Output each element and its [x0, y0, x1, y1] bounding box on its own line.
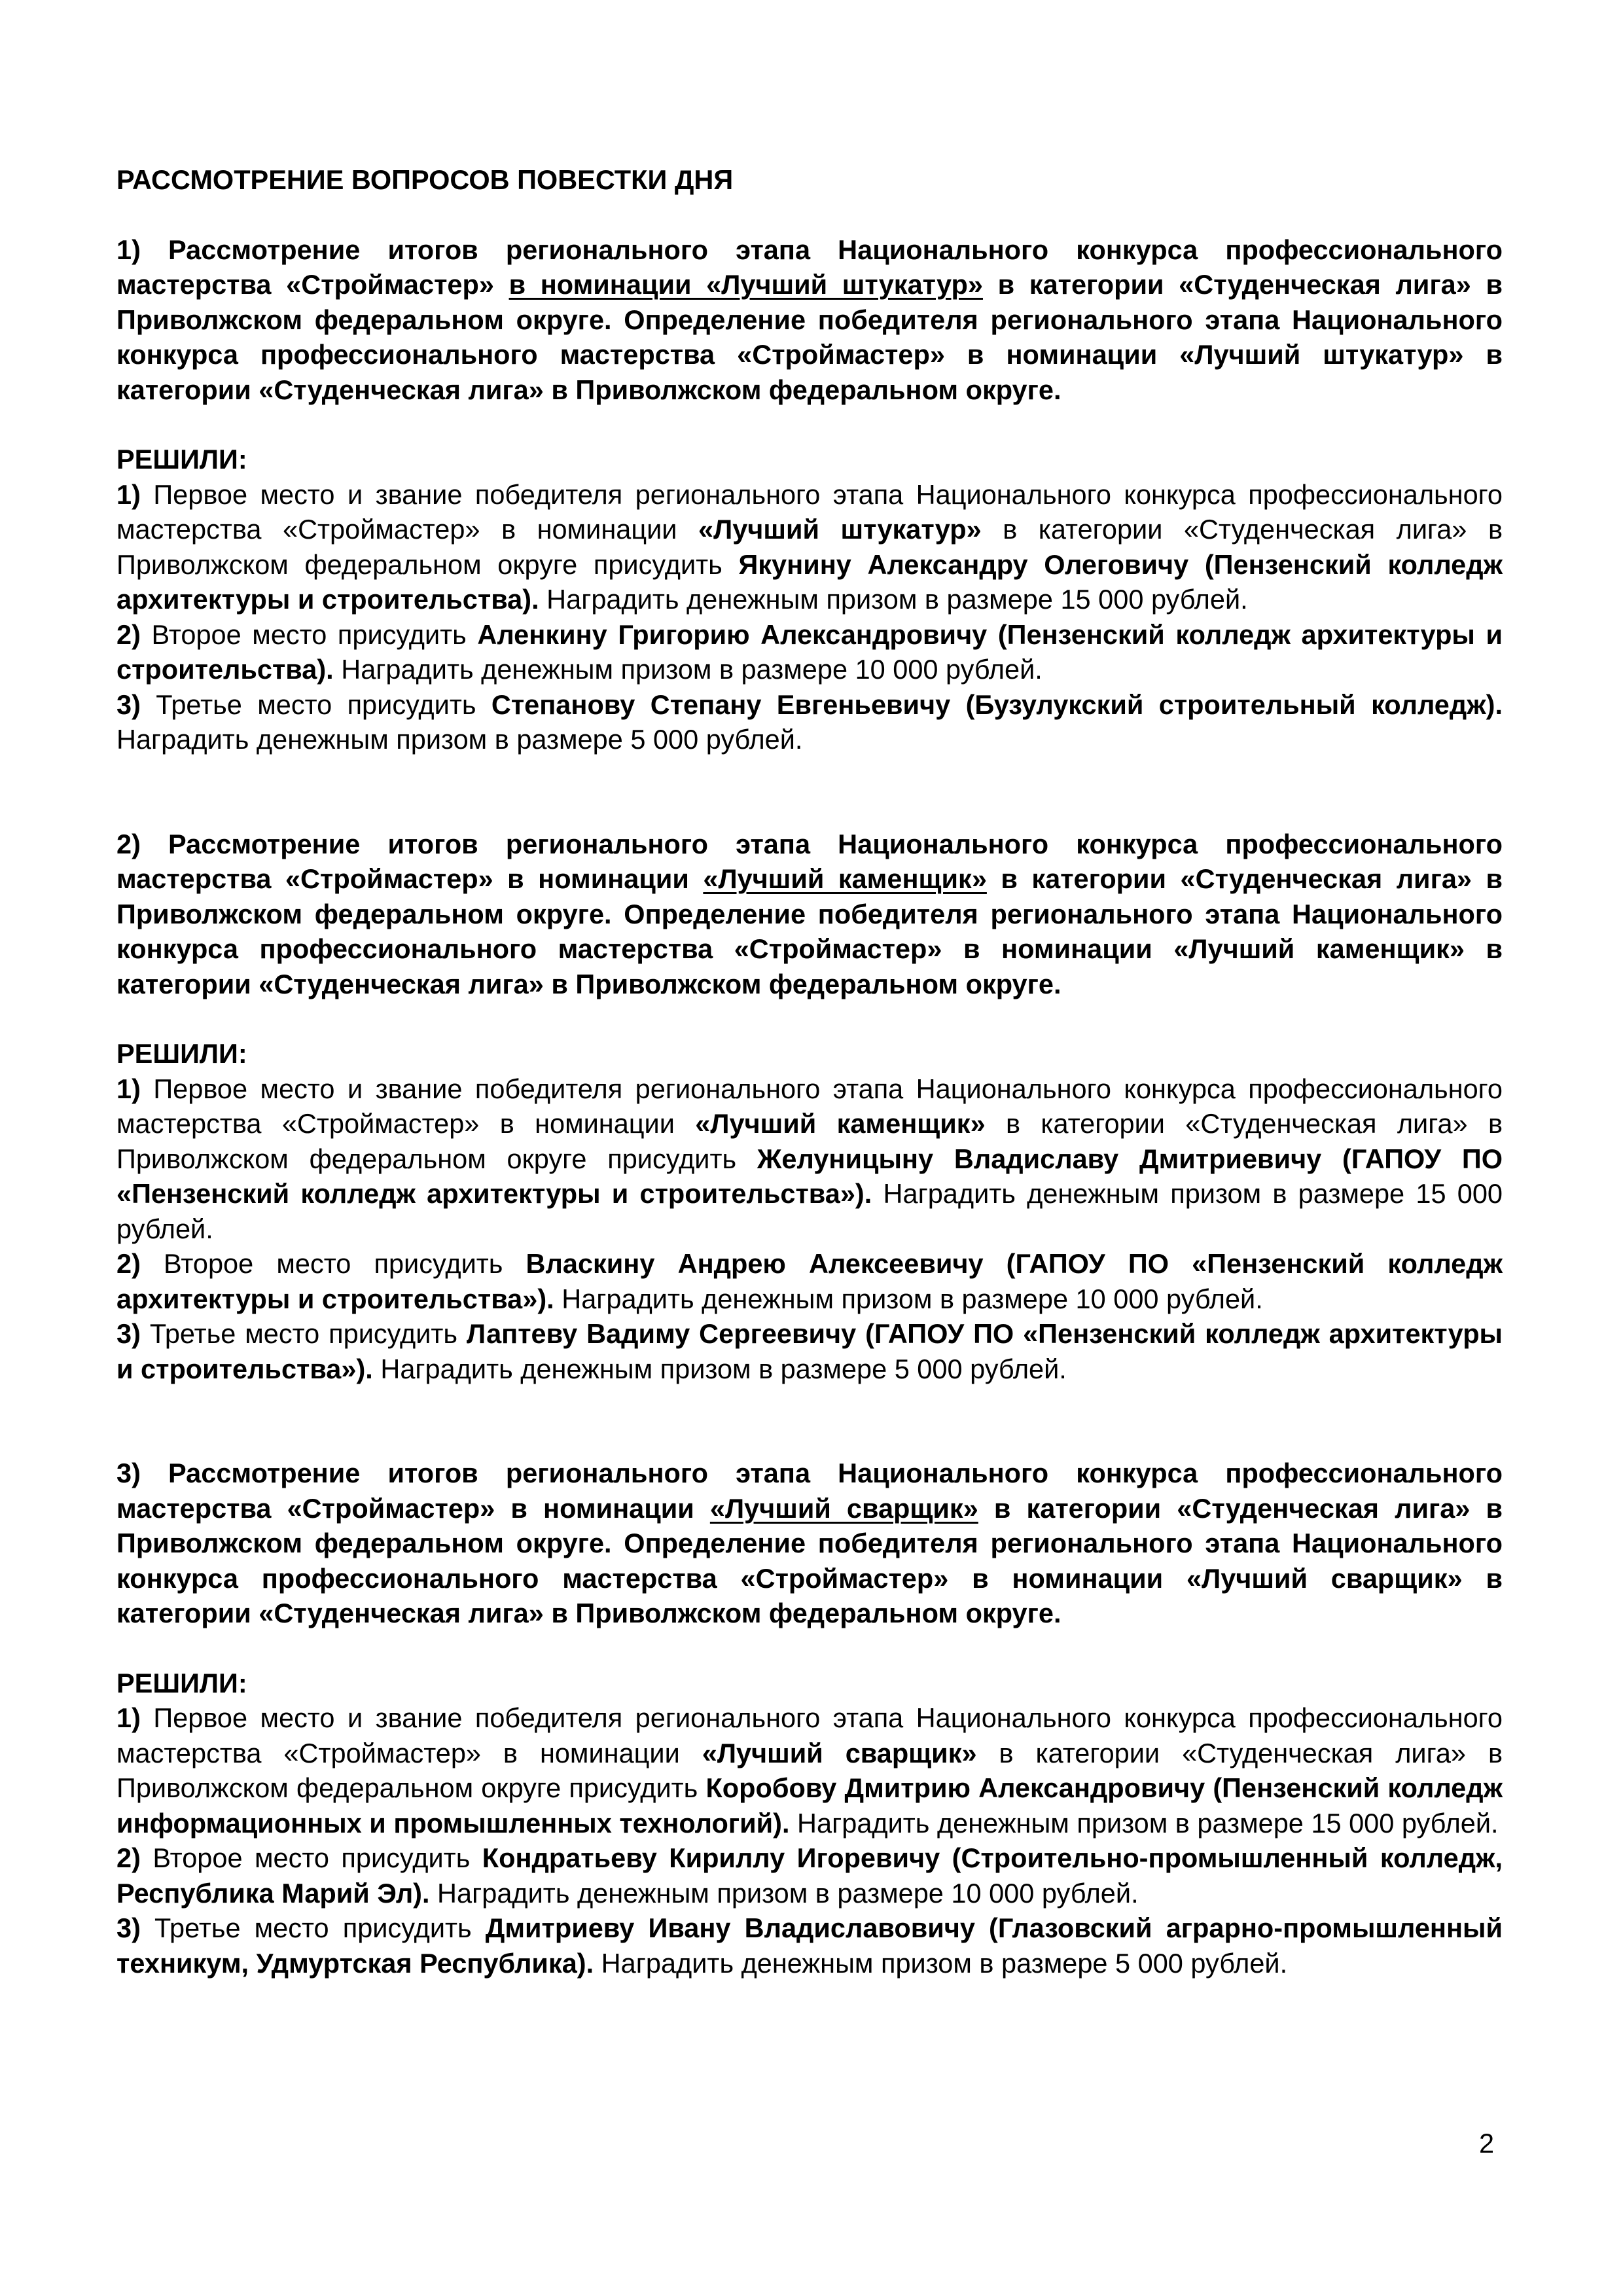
nomination-name: «Лучший штукатур»: [698, 514, 982, 545]
item-text: в категории «Студенческая лига» в Приволжском федеральном округе присудить: [116, 514, 1503, 580]
prize-text: Наградить денежным призом в размере 15 000 рублей.: [789, 1807, 1499, 1839]
prize-text: Наградить денежным призом в размере 5 000 рублей.: [116, 724, 803, 755]
winner-name: Лаптеву Вадиму Сергеевичу (ГАПОУ ПО «Пензенский колледж архитектуры и строительства»).: [116, 1318, 1503, 1384]
section-spacer: [116, 757, 1503, 827]
winner-name: Желуницыну Владиславу Дмитриевичу (ГАПОУ ПО «Пензенский колледж архитектуры и строительства»).: [116, 1143, 1503, 1209]
second-place-item: [116, 1840, 1503, 1910]
agenda-section: [116, 827, 1503, 1387]
item-text: Первое место и звание победителя регионального этапа Национального конкурса профессионального мастерства «Строймастер» в номинации: [116, 1702, 1503, 1768]
prize-text: Наградить денежным призом в размере 15 000 рублей.: [539, 584, 1248, 615]
second-place-item: [116, 1246, 1503, 1316]
item-text: Третье место присудить: [140, 1912, 486, 1943]
section-title: [116, 232, 1503, 408]
third-place-item: [116, 687, 1503, 757]
prize-text: Наградить денежным призом в размере 5 000 рублей.: [594, 1947, 1288, 1979]
winner-name: Аленкину Григорию Александровичу (Пензенский колледж архитектуры и строительства).: [116, 619, 1503, 685]
item-text: Первое место и звание победителя регионального этапа Национального конкурса профессионального мастерства «Строймастер» в номинации: [116, 1073, 1503, 1139]
item-number: 3): [116, 1318, 141, 1349]
item-text: в категории «Студенческая лига» в Приволжском федеральном округе присудить: [116, 1737, 1503, 1803]
item-number: 2): [116, 619, 141, 650]
third-place-item: [116, 1316, 1503, 1386]
section-title-text: 3) Рассмотрение итогов регионального этапа Национального конкурса профессионального мастерства «Строймастер» в номинации: [116, 1458, 1503, 1524]
item-number: 1): [116, 1073, 141, 1104]
prize-text: Наградить денежным призом в размере 10 000 рублей.: [554, 1283, 1263, 1314]
section-title-text: в категории «Студенческая лига» в Приволжском федеральном округе. Определение победителя регионального этапа Национального конкурса профессионального мастерства «Строймастер» в номинации «Лучший штукатур» в категории «Студенческая лига» в Приволжском федеральном округе.: [116, 269, 1503, 405]
agenda-section: [116, 232, 1503, 757]
document-body: [116, 162, 1503, 1981]
winner-name: Степанову Степану Евгеньевичу (Бузулукский строительный колледж).: [491, 689, 1503, 720]
item-number: 1): [116, 478, 141, 510]
item-number: 3): [116, 1912, 141, 1943]
section-title-nomination: в номинации «Лучший штукатур»: [508, 269, 983, 300]
section-title: [116, 827, 1503, 1002]
item-text: Первое место и звание победителя регионального этапа Национального конкурса профессионального мастерства «Строймастер» в номинации: [116, 478, 1503, 545]
agenda-heading: РАССМОТРЕНИЕ ВОПРОСОВ ПОВЕСТКИ ДНЯ: [116, 164, 734, 195]
item-number: 1): [116, 1702, 141, 1733]
winner-name: Якунину Александру Олеговичу (Пензенский колледж архитектуры и строительства).: [116, 548, 1503, 615]
section-title-text: 1) Рассмотрение итогов регионального этапа Национального конкурса профессионального мастерства «Строймастер»: [116, 234, 1503, 300]
agenda-section: [116, 1456, 1503, 1981]
prize-text: Наградить денежным призом в размере 10 000 рублей.: [429, 1877, 1139, 1909]
item-text: Второе место присудить: [140, 1842, 482, 1873]
prize-text: Наградить денежным призом в размере 15 000 рублей.: [116, 1178, 1503, 1244]
item-text: Третье место присудить: [140, 1318, 467, 1349]
item-number: 3): [116, 689, 141, 720]
page-number: 2: [1479, 2128, 1495, 2159]
section-title-nomination: «Лучший каменщик»: [703, 863, 987, 894]
section-title-nomination: «Лучший сварщик»: [709, 1492, 978, 1524]
winner-name: Власкину Андрею Алексеевичу (ГАПОУ ПО «Пензенский колледж архитектуры и строительства»).: [116, 1248, 1503, 1314]
nomination-name: «Лучший каменщик»: [695, 1108, 986, 1139]
item-text: Второе место присудить: [140, 1248, 526, 1279]
section-title: [116, 1456, 1503, 1631]
decided-label: РЕШИЛИ:: [116, 1667, 247, 1698]
winner-name: Коробову Дмитрию Александровичу (Пензенский колледж информационных и промышленных технологий).: [116, 1772, 1503, 1839]
first-place-item: [116, 1071, 1503, 1247]
first-place-item: [116, 1700, 1503, 1840]
third-place-item: [116, 1910, 1503, 1981]
item-number: 2): [116, 1842, 141, 1873]
item-number: 2): [116, 1248, 141, 1279]
winner-name: Дмитриеву Ивану Владиславовичу (Глазовский аграрно-промышленный техникум, Удмуртская Республика).: [116, 1912, 1503, 1979]
item-text: Второе место присудить: [140, 619, 478, 650]
section-title-text: в категории «Студенческая лига» в Приволжском федеральном округе. Определение победителя регионального этапа Национального конкурса профессионального мастерства «Строймастер» в номинации «Лучший сварщик» в категории «Студенческая лига» в Приволжском федеральном округе.: [116, 1492, 1503, 1628]
decided-label: РЕШИЛИ:: [116, 1038, 247, 1069]
prize-text: Наградить денежным призом в размере 5 000 рублей.: [372, 1353, 1067, 1384]
section-spacer: [116, 1386, 1503, 1456]
second-place-item: [116, 617, 1503, 687]
item-text: в категории «Студенческая лига» в Приволжском федеральном округе присудить: [116, 1108, 1503, 1174]
decided-label: РЕШИЛИ:: [116, 444, 247, 475]
first-place-item: [116, 477, 1503, 617]
item-text: Третье место присудить: [140, 689, 491, 720]
prize-text: Наградить денежным призом в размере 10 000 рублей.: [333, 654, 1043, 685]
section-title-text: в категории «Студенческая лига» в Приволжском федеральном округе. Определение победителя регионального этапа Национального конкурса профессионального мастерства «Строймастер» в номинации «Лучший каменщик» в категории «Студенческая лига» в Приволжском федеральном округе.: [116, 863, 1503, 999]
nomination-name: «Лучший сварщик»: [702, 1737, 977, 1768]
section-title-text: 2) Рассмотрение итогов регионального этапа Национального конкурса профессионального мастерства «Строймастер» в номинации: [116, 828, 1503, 894]
winner-name: Кондратьеву Кириллу Игоревичу (Строительно-промышленный колледж, Республика Марий Эл).: [116, 1842, 1503, 1909]
